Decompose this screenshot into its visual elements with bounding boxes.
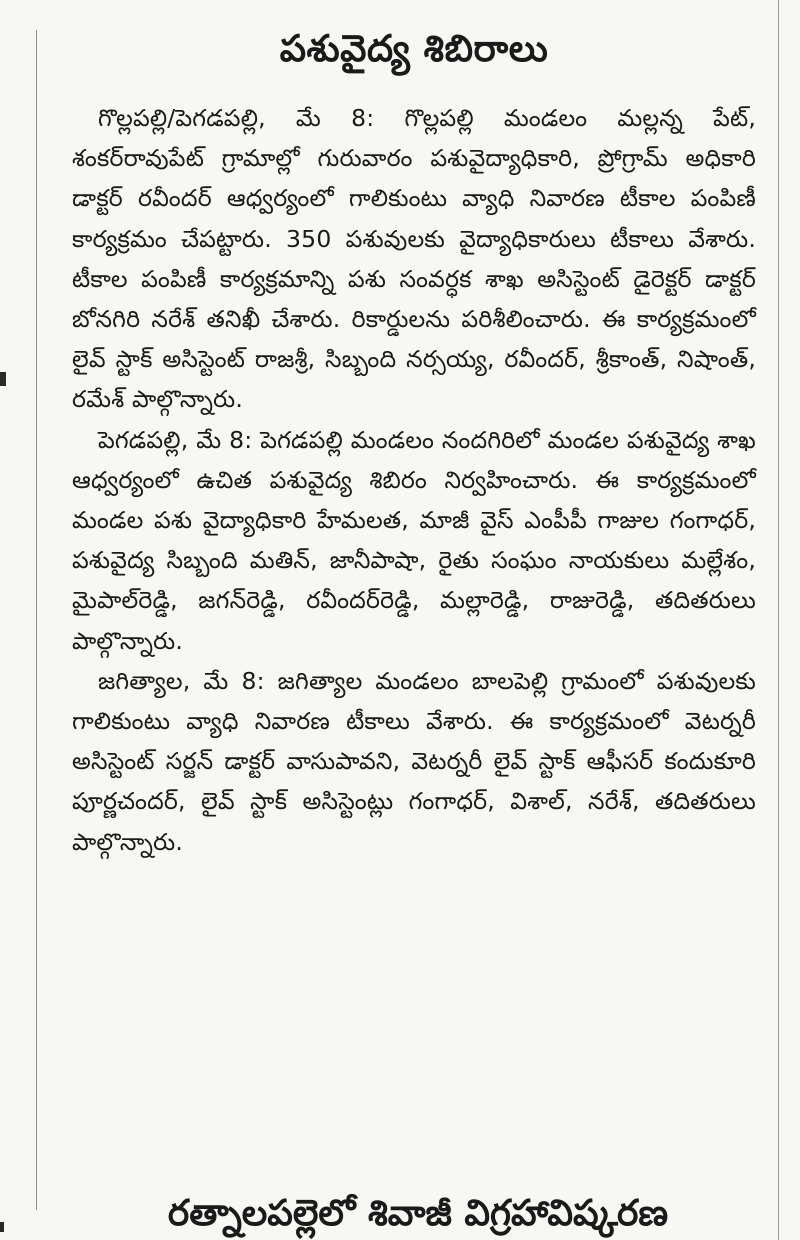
article-headline: పశువైద్య శిబిరాలు <box>279 27 549 70</box>
article-paragraph-jagityala: జగిత్యాల, మే 8: జగిత్యాల మండలం బాలపెల్లి గ్రామంలో పశువులకు గాలికుంటు వ్యాధి నివారణ టీకాలు వేశారు. ఈ కార్యక్రమంలో వెటర్నరీ అసిస్టెంట్ సర్జన్ డాక్టర్ వాసుపావని, వెటర్నరీ లైవ్ స్టాక్ ఆఫీసర్ కందుకూరి పూర్ణచందర్, లైవ్ స్టాక్ అసిస్టెంట్లు గంగాధర్, విశాల్, నరేశ్, తదితరులు పాల్గొన్నారు. <box>72 666 756 856</box>
left-column-rule <box>36 30 37 1210</box>
right-column-rule <box>778 0 779 1240</box>
news-article <box>72 22 756 862</box>
article-paragraph-pegadapalli: పెగడపల్లి, మే 8: పెగడపల్లి మండలం నందగిరిలో మండల పశువైద్య శాఖ ఆధ్వర్యంలో ఉచిత పశువైద్య శిబిరం నిర్వహించారు. ఈ కార్యక్రమంలో మండల పశు వైద్యాధికారి హేమలత, మాజీ వైస్ ఎంపీపీ గాజుల గంగాధర్, పశువైద్య సిబ్బంది మతిన్, జానీపాషా, రైతు సంఘం నాయకులు మల్లేశం, మైపాల్‌రెడ్డి, జగన్‌రెడ్డి, రవీందర్‌రెడ్డి, మల్లారెడ్డి, రాజురెడ్డి, తదితరులు పాల్గొన్నారు. <box>72 425 756 655</box>
edge-mark <box>0 372 6 386</box>
article-paragraph-gollapalli: గొల్లపల్లి/పెగడపల్లి, మే 8: గొల్లపల్లి మండలం మల్లన్న పేట్, శంకర్‌రావుపేట్ గ్రామాల్లో గురువారం పశువైద్యాధికారి, ప్రోగ్రామ్ అధికారి డాక్టర్ రవీందర్ ఆధ్వర్యంలో గాలికుంటు వ్యాధి నివారణ టీకాల పంపిణీ కార్యక్రమం చేపట్టారు. 350 పశువులకు వైద్యాధికారులు టీకాలు వేశారు. టీకాల పంపిణీ కార్యక్రమాన్ని పశు సంవర్ధక శాఖ అసిస్టెంట్ డైరెక్టర్ డాక్టర్ బోనగిరి నరేశ్ తనిఖీ చేశారు. రికార్డులను పరిశీలించారు. ఈ కార్యక్రమంలో లైవ్ స్టాక్ అసిస్టెంట్ రాజశ్రీ, సిబ్బంది నర్సయ్య, రవీందర్, శ్రీకాంత్, నిషాంత్, రమేశ్ పాల్గొన్నారు. <box>72 104 756 414</box>
article-body <box>72 98 756 862</box>
edge-mark <box>0 1222 4 1232</box>
next-article-headline: రత్నాలపల్లెలో శివాజీ విగ్రహావిష్కరణ <box>167 1193 669 1234</box>
